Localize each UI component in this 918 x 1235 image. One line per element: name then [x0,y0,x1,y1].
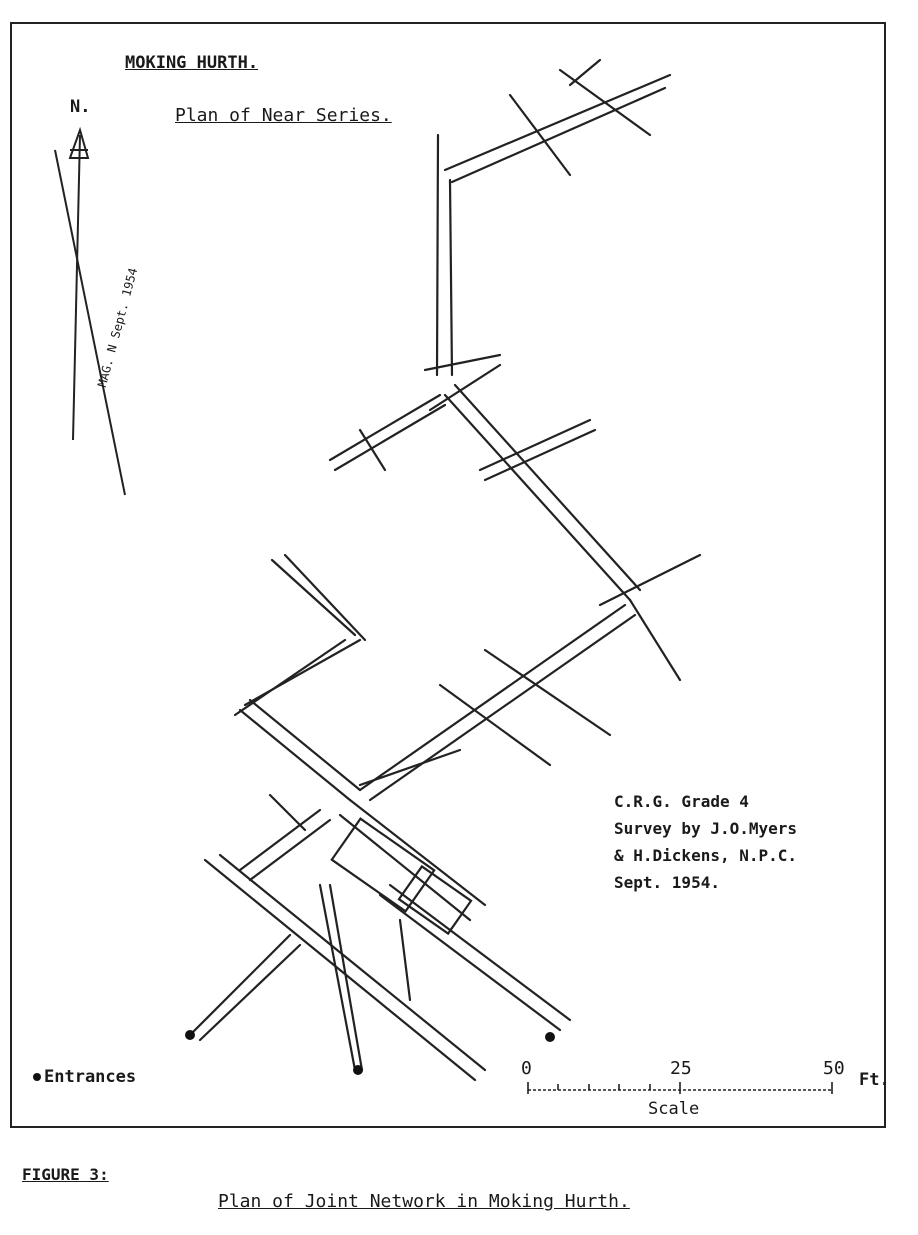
figure-number: FIGURE 3: [22,1165,109,1184]
credit-grade: C.R.G. Grade 4 [614,792,749,811]
credit-date: Sept. 1954. [614,873,720,892]
passage-upper-junction [330,355,500,470]
entrance-marker [545,1032,555,1042]
passage-central [360,605,635,800]
map-subtitle: Plan of Near Series. [175,105,392,126]
north-label: N. [70,97,91,117]
passage-top-northeast [445,60,670,182]
legend-entrances [30,1067,136,1087]
scale-bar [528,1082,832,1094]
scale-label: Scale [648,1099,700,1119]
credit-surveyors-2: & H.Dickens, N.P.C. [614,846,798,865]
passage-network [190,60,700,1080]
entrances [185,1030,555,1075]
entrance-marker [185,1030,195,1040]
passage-southern [190,855,570,1080]
passage-lower-maze [240,795,485,934]
survey-credits [614,788,797,896]
figure-caption: Plan of Joint Network in Moking Hurth. [218,1191,630,1212]
passage-diagonal-southeast [445,385,700,680]
credit-surveyors: Survey by J.O.Myers [614,819,798,838]
entrance-marker [353,1065,363,1075]
scale-tick-25: 25 [670,1058,692,1079]
scale-tick-50: 50 [823,1058,845,1079]
map-title: MOKING HURTH. [125,53,259,73]
scale-unit: Ft. [859,1070,890,1090]
north-arrow [70,130,88,440]
passage-north-south [437,135,452,375]
magnetic-north-label: MAG. N Sept. 1954 [95,266,141,389]
legend-label: Entrances [44,1067,137,1087]
passage-western-upper [235,555,365,800]
scale-tick-0: 0 [521,1058,532,1079]
